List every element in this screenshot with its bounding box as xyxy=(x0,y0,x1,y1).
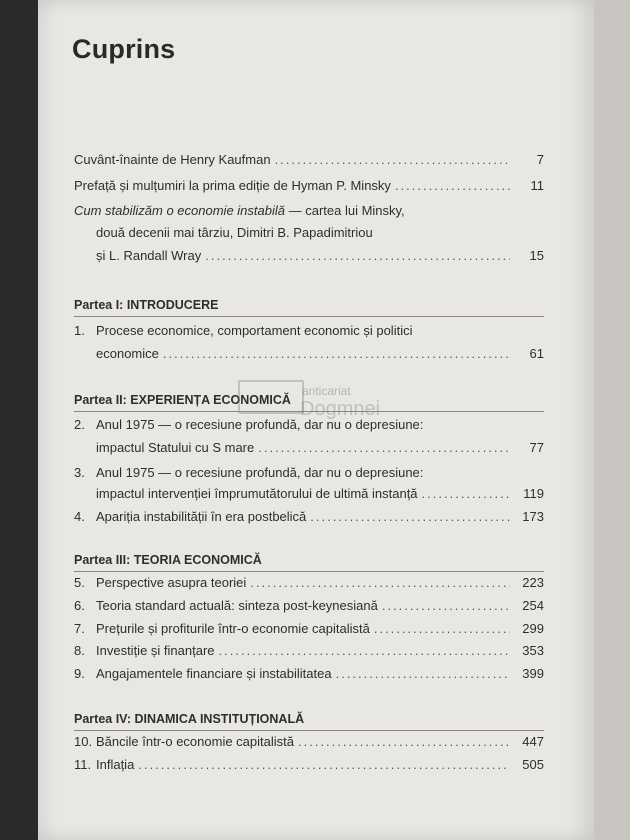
toc-page-number: 119 xyxy=(523,486,544,501)
toc-page-number: 15 xyxy=(529,248,544,263)
book-title-italic: Cum stabilizăm o economie instabilă xyxy=(74,203,285,218)
toc-page-number: 447 xyxy=(522,734,544,749)
toc-entry-text: impactul Statului cu S mare xyxy=(96,440,255,455)
leader-dots xyxy=(275,152,510,167)
divider xyxy=(74,316,544,317)
toc-entry-text: Anul 1975 — o recesiune profundă, dar nu o depresiune: xyxy=(96,417,424,432)
toc-entry-text: Investiție și finanțare xyxy=(96,643,215,658)
part-name: INTRODUCERE xyxy=(126,298,219,312)
toc-entry-text: — cartea lui Minsky, xyxy=(284,203,405,218)
toc-entry-ch6[interactable] xyxy=(74,598,544,613)
part-prefix: Partea IV: xyxy=(74,712,135,726)
toc-page-number: 77 xyxy=(529,440,544,455)
toc-entry-text: Prețurile și profiturile într-o economie capitalistă xyxy=(96,621,370,636)
chapter-number: 10. xyxy=(74,734,93,749)
toc-entry-ch3-line1[interactable] xyxy=(74,465,544,480)
toc-entry-foreword[interactable] xyxy=(74,152,544,167)
toc-entry-text: Teoria standard actuală: sinteza post-keynesiană xyxy=(96,598,378,613)
leader-dots xyxy=(310,509,510,524)
toc-page-number: 353 xyxy=(522,643,544,658)
chapter-number: 2. xyxy=(74,417,85,432)
toc-page-number: 399 xyxy=(522,666,544,681)
watermark-text: anticariat xyxy=(302,384,351,398)
part-prefix: Partea II: xyxy=(74,393,131,407)
toc-entry-text: economice xyxy=(96,346,159,361)
toc-entry-text: Anul 1975 — o recesiune profundă, dar nu o depresiune: xyxy=(96,465,424,480)
part-heading-4 xyxy=(74,712,304,726)
toc-entry-stabilize-line1[interactable] xyxy=(74,203,405,218)
toc-page-number: 223 xyxy=(522,575,544,590)
part-heading-3 xyxy=(74,553,262,567)
leader-dots xyxy=(336,666,510,681)
leader-dots xyxy=(138,757,510,772)
leader-dots xyxy=(382,598,510,613)
divider xyxy=(74,571,544,572)
part-name: DINAMICA INSTITUȚIONALĂ xyxy=(134,712,305,726)
background-edge xyxy=(0,0,38,840)
toc-page-number: 11 xyxy=(530,178,544,193)
toc-entry-text: Perspective asupra teoriei xyxy=(96,575,247,590)
toc-page-number: 505 xyxy=(522,757,544,772)
toc-entry-ch5[interactable] xyxy=(74,575,544,590)
toc-page-number: 7 xyxy=(536,152,544,167)
toc-entry-text: Inflația xyxy=(96,757,135,772)
chapter-number: 5. xyxy=(74,575,85,590)
toc-page-number: 61 xyxy=(529,346,544,361)
leader-dots xyxy=(298,734,510,749)
next-page-edge xyxy=(594,0,630,840)
toc-page-number: 173 xyxy=(522,509,544,524)
toc-entry-ch1-line1[interactable] xyxy=(74,323,544,338)
part-name: TEORIA ECONOMICĂ xyxy=(133,553,262,567)
leader-dots xyxy=(395,178,510,193)
chapter-number: 6. xyxy=(74,598,85,613)
leader-dots xyxy=(163,346,510,361)
toc-entry-ch9[interactable] xyxy=(74,666,544,681)
part-prefix: Partea I: xyxy=(74,298,127,312)
part-heading-1 xyxy=(74,298,218,312)
toc-entry-text: Procese economice, comportament economic și politici xyxy=(96,323,413,338)
toc-entry-text: Prefață și mulțumiri la prima ediție de Hyman P. Minsky xyxy=(74,178,391,193)
toc-entry-ch10[interactable] xyxy=(74,734,544,749)
toc-entry-ch4[interactable] xyxy=(74,509,544,524)
leader-dots xyxy=(205,248,510,263)
toc-page-number: 254 xyxy=(522,598,544,613)
chapter-number: 1. xyxy=(74,323,85,338)
part-prefix: Partea III: xyxy=(74,553,134,567)
toc-entry-text: impactul intervenției împrumutătorului de ultimă instanță xyxy=(96,486,418,501)
chapter-number: 3. xyxy=(74,465,85,480)
toc-entry-text: Băncile într-o economie capitalistă xyxy=(96,734,294,749)
watermark-brand: Dogmnei xyxy=(300,398,381,420)
chapter-number: 4. xyxy=(74,509,85,524)
chapter-number: 8. xyxy=(74,643,85,658)
toc-entry-ch11[interactable] xyxy=(74,757,544,772)
watermark-logo xyxy=(238,380,304,414)
toc-page-number: 299 xyxy=(522,621,544,636)
toc-entry-text: și L. Randall Wray xyxy=(96,248,202,263)
toc-entry-ch3-line2[interactable] xyxy=(74,486,544,501)
toc-entry-text: Apariția instabilității în era postbelică xyxy=(96,509,307,524)
toc-entry-text: Cuvânt-înainte de Henry Kaufman xyxy=(74,152,271,167)
toc-entry-text: Angajamentele financiare și instabilitatea xyxy=(96,666,332,681)
toc-entry-stabilize-line3[interactable] xyxy=(74,248,544,263)
toc-entry-ch2-line2[interactable] xyxy=(74,440,544,455)
chapter-number: 9. xyxy=(74,666,85,681)
leader-dots xyxy=(250,575,510,590)
leader-dots xyxy=(219,643,510,658)
toc-entry-ch1-line2[interactable] xyxy=(74,346,544,361)
toc-entry-preface[interactable] xyxy=(74,178,544,193)
part-name: EXPERIENȚA ECONOMICĂ xyxy=(130,393,291,407)
leader-dots xyxy=(374,621,510,636)
toc-entry-ch7[interactable] xyxy=(74,621,544,636)
leader-dots xyxy=(422,486,510,501)
toc-entry-stabilize-line2: două decenii mai târziu, Dimitri B. Papadimitriou xyxy=(96,225,373,240)
chapter-number: 11. xyxy=(74,757,92,772)
page-title: Cuprins xyxy=(72,34,176,64)
divider xyxy=(74,730,544,731)
toc-entry-ch8[interactable] xyxy=(74,643,544,658)
leader-dots xyxy=(258,440,510,455)
chapter-number: 7. xyxy=(74,621,85,636)
